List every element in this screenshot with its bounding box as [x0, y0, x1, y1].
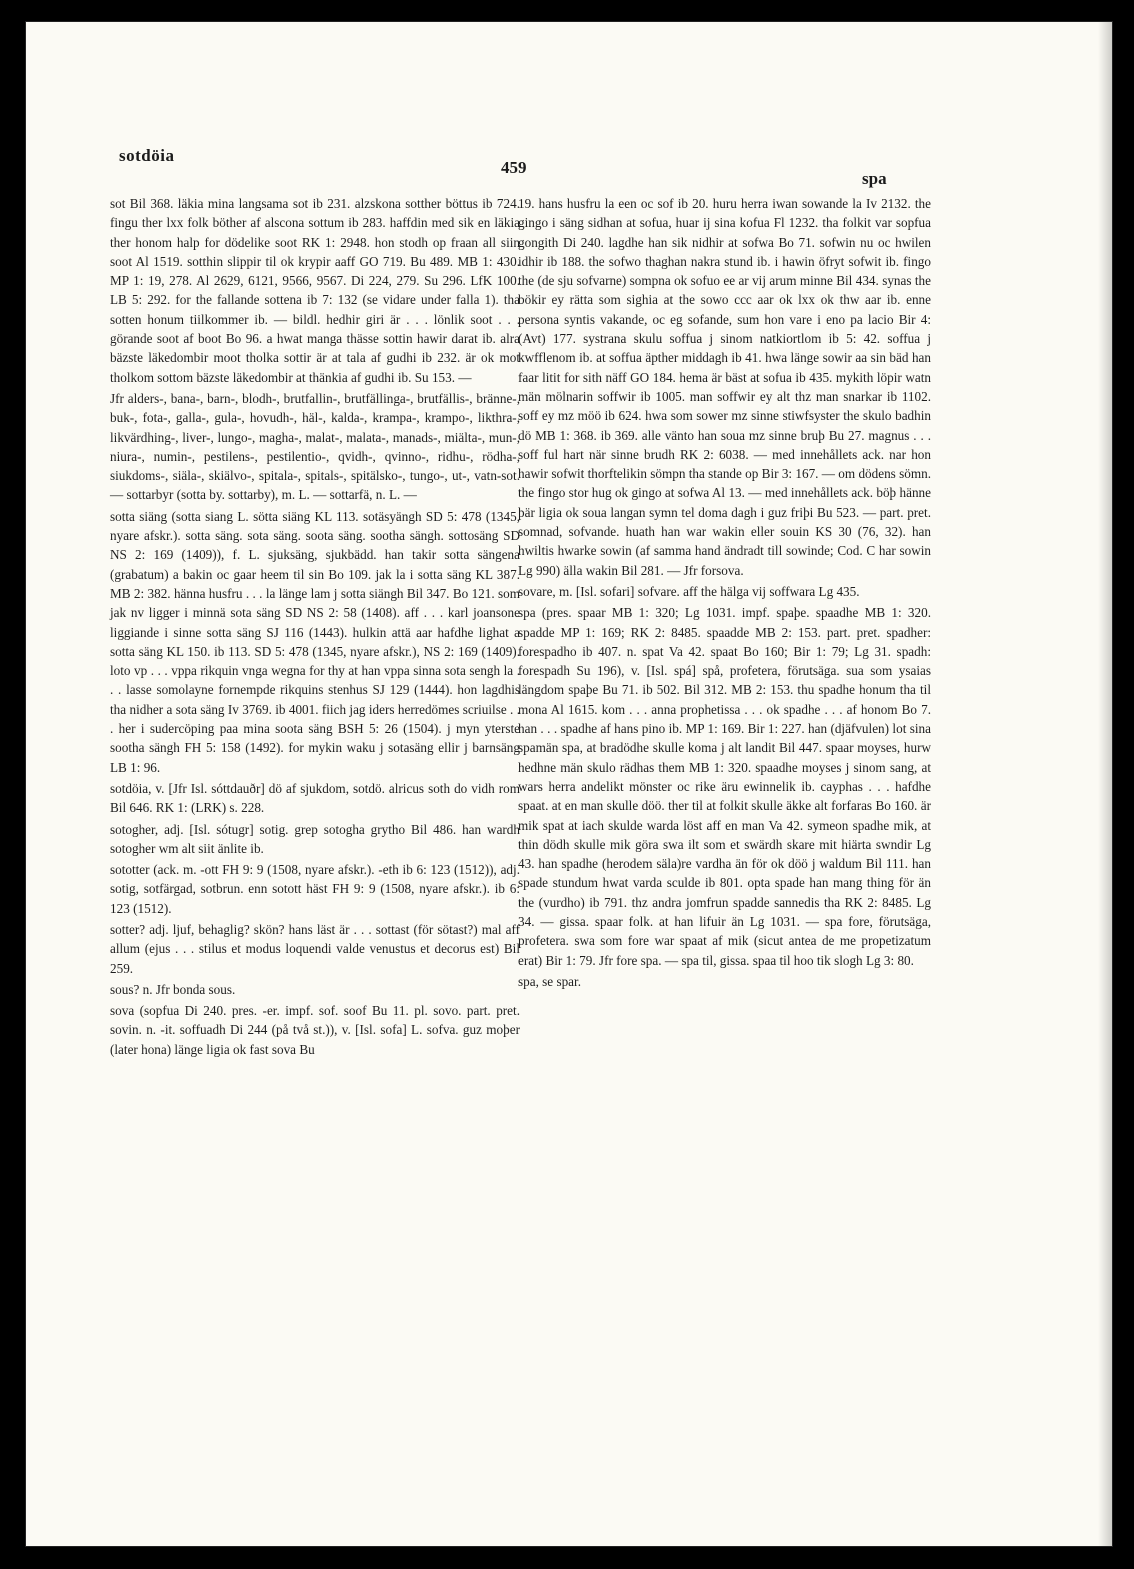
entry-sot-continued: sot Bil 368. läkia mina langsama sot ib 231. alzskona sotther böttus ib 724. fingu ther lxx folk böther af alscona sottum ib 283. haffdin med sik en läkia ther honom halp for dödelike soot RK 1: 2948. hon stodh op fraan all siin soot Al 1519. sotthin slippir til ok krypir aaff GO 719. Bu 489. MB 1: 430. MP 1: 19, 278. Al 2629, 6121, 9566, 9567. Di 224, 279. Su 296. LfK 100. LB 5: 292. for the fallande sottena ib 7: 132 (se vidare under falla 1). tha sotten honum tiilkommer ib. — bildl. hedhir giri är . . . lönlik soot . . . görande soot af boot Bo 96. a hwat manga thässe sottin hawir darat ib. alra bäzste läkedombir moot tholka sottir är at tala af gudhi ib 232. är ok mot tholkom sottom bäzste läkedombir at thänkia af gudhi ib. Su 153. —: [110, 196, 520, 385]
entry-sovare: sovare, m. [Isl. sofari] sofvare. aff the hälga vij soffwara Lg 435.: [518, 583, 860, 599]
running-header: [26, 130, 1112, 188]
entry-sous: sous? n. Jfr bonda sous.: [110, 981, 236, 997]
entry-spa: spa (pres. spaar MB 1: 320; Lg 1031. impf. spaþe. spaadhe MB 1: 320. spadde MP 1: 169; RK 2: 8485. spaadde MB 2: 153. part. pret. spadher: forespadho ib 407. n. spat Va 42. spaat Bo 160; Bir 1: 79; Lg 31. spadh: forespadh Su 196), v. [Isl. spá] spå, profetera, förutsäga. sua som ysaias längdom spaþe Bu 71. ib 502. Bil 312. MB 2: 153. thu spadhe honum tha til mona Al 1615. kom . . . anna prophetissa . . . ok spadhe . . . af honom Bo 7. han . . . spadhe af hans pino ib. MP 1: 169. Bir 1: 227. han (djäfvulen) lot sina spamän spa, at bradödhe skulle koma j alt landit Bil 447. spaar moyses, hurw hedhne män skulo rädhas them MB 1: 320. spaadhe moyses j sinom sang, at wars herra andelikt mönster oc rike äru ewinnelik ib. cayphas . . . hafdhe spaat. at en man skulle döö. ther til at folkit skulle äkke alt forfaras Bo 160. är mik spat at iach skulde warda löst aff en man Va 42. symeon spadhe mik, at thin dödh skulle mik göra swa ilt som et swärdh skare mit hiärta swndir Lg 43. han spadhe (herodem säla)re vardha än för ok döö j waldum Bil 111. han spade stundum hwat varda sculde ib 801. opta spade han mang thing för än the (vurdho) ib 791. thz andra jomfrun spadde sannedis tha RK 2: 8485. Lg 34. — gissa. spaar folk. at han lifuir än Lg 1031. — spa fore, förutsäga, profetera. swa som fore war spaat af mik (sicut antea de me propetizatum erat) Bir 1: 79. Jfr fore spa. — spa til, gissa. spaa til hoo tik slogh Lg 3: 80.: [518, 605, 931, 968]
entry-sotogher: sotogher, adj. [Isl. sótugr] sotig. grep sotogha grytho Bil 486. han wardh sotogher wm alt siit änlite ib.: [110, 821, 520, 856]
header-right-headword: spa: [862, 169, 887, 188]
dictionary-page: [26, 22, 1112, 1546]
right-column: [518, 194, 931, 991]
entry-sova: sova (sopfua Di 240. pres. -er. impf. sof. soof Bu 11. pl. sovo. part. pret. sovin. n. -it. soffuadh Di 244 (på två st.)), v. [Isl. sofa] L. sofva. guz moþer (later hona) länge ligia ok fast sova Bu: [110, 1003, 520, 1057]
page-edge-shadow: [1098, 22, 1112, 1546]
entry-sova-continued: 19. hans husfru la een oc sof ib 20. huru herra iwan sowande la Iv 2132. the gingo i säng sidhan at sofua, huar ij sina kofua Fl 1232. tha folkit var sopfua gongith Di 240. lagdhe han sik nidhir at sofwa Bo 71. sofwin nu oc hwilen idhir ib 188. the sofwo thaghan nakra stund ib. i hawin öfryt sofwit ib. fingo the (de sju sofvarne) sompna ok sofuo ee ar vij arum minne Bil 434. synas the bökir ey rätta som sighia at the sowo ccc aar ok lxx ok thw aar ib. enne persona syntis vakande, oc eg sofande, sum hon vare i eno pa lacio Bir 4: (Avt) 177. systrana skulu soffua j sinom natkiortlom ib 5: 42. soffua j kwfflenom ib. at soffua äpther middagh ib 41. hwa länge sowir aa sin bäd han faar litit for sith näff GO 184. hema är bäst at sofua ib 435. mykith löpir watn män mölnarin soffwir ib 1005. man soffwir ey alt thz man snarkar ib 1102. soff ey mz möö ib 624. hwa som sower mz sinne stiwfsyster the skulo badhin dö MB 1: 368. ib 369. alle vänto han soua mz sinne bruþ Bu 27. magnus . . . soff ful hart när sinne brudh RK 2: 6038. — med innehållets ack. nar hon hawir sofwit thorftelikin sömpn tha stande op Bir 3: 167. — om dödens sömn. the fingo stor hug ok gingo at sofwa Al 13. — med innehållets ack. böþ hänne þär ligia ok soua langan symn tel doma dagh i guz friþi Bu 523. — part. pret. somnad, sofvande. huath han war wakin eller souin KS 30 (76, 32). han hwiltis hwarke sowin (af samma hand ändradt till sowinde; Cod. C har sowin Lg 990) älla wakin Bil 281. — Jfr forsova.: [518, 196, 931, 578]
entry-sot-compounds: Jfr alders-, bana-, barn-, blodh-, brutfallin-, brutfällinga-, brutfällis-, bränne-, buk-, fota-, galla-, gula-, hovudh-, häl-, kalda-, krampa-, krampo-, likthra-, likvärdhing-, liver-, lungo-, magha-, malat-, malata-, manads-, miälta-, mun-, niura-, numin-, pestilens-, pestilentio-, qvidh-, qvinno-, ridhu-, rödha-, siukdoms-, siäla-, skiälvo-, spitala-, spitals-, spitälsko-, tungo-, ut-, vatn-sot. — sottarbyr (sotta by. sottarby), m. L. — sottarfä, n. L. —: [110, 390, 520, 503]
left-column: [110, 194, 520, 1059]
entry-sototter: sototter (ack. m. -ott FH 9: 9 (1508, nyare afskr.). -eth ib 6: 123 (1512)), adj. sotig, sotfärgad, sotbrun. enn sotott häst FH 9: 9 (1508, nyare afskr.). ib 6: 123 (1512).: [110, 862, 520, 916]
entry-sotdoia: sotdöia, v. [Jfr Isl. sóttdauðr] dö af sjukdom, sotdö. alricus soth do vidh rom Bil 646. RK 1: (LRK) s. 228.: [110, 780, 520, 816]
header-left-headword: sotdöia: [119, 146, 175, 165]
entry-sotter: sotter? adj. ljuf, behaglig? skön? hans läst är . . . sottast (för sötast?) mal aff allum (ejus . . . stilus et modus loquendi valde venustus et decorus est) Bil 259.: [110, 921, 520, 976]
entry-sotta-siang: sotta siäng (sotta siang L. sötta siäng KL 113. sotäsyängh SD 5: 478 (1345, nyare afskr.). sotta säng. sota säng. soota säng. sootha sängh. sottosäng SD NS 2: 169 (1409)), f. L. sjuksäng, sjukbädd. han takir sotta sängena (grabatum) a bakin oc gaar heem til sin Bo 109. jak la i sotta säng KL 387. MB 2: 382. hänna husfru . . . la länge lam j sotta siängh Bil 347. Bo 121. som jak nv ligger i minnä sota säng SD NS 2: 58 (1408). aff . . . karl joansone liggiande i sinne sotta säng SJ 116 (1443). hulkin attä aar hafdhe lighat a sotta säng KL 150. ib 113. SD 5: 478 (1345, nyare afskr.), NS 2: 169 (1409). loto vp . . . vppa rikquin vnga wegna for thy at han vppa sinna sota sengh la . . . lasse somolayne fornempde rikquins stenhus SJ 129 (1444). hon lagdhis tha nidher a sota säng Iv 3769. ib 4001. fiich jag iders herredömes scriuilse . . . her i sudercöping paa mina soota säng BSH 5: 26 (1504). j myn yterste sootha sängh FH 5: 158 (1492). for mykin waku j sotasäng ellir j barnsäng LB 1: 96.: [110, 508, 520, 775]
page-number: 459: [501, 158, 527, 177]
entry-spa-se-spar: spa, se spar.: [518, 973, 581, 989]
